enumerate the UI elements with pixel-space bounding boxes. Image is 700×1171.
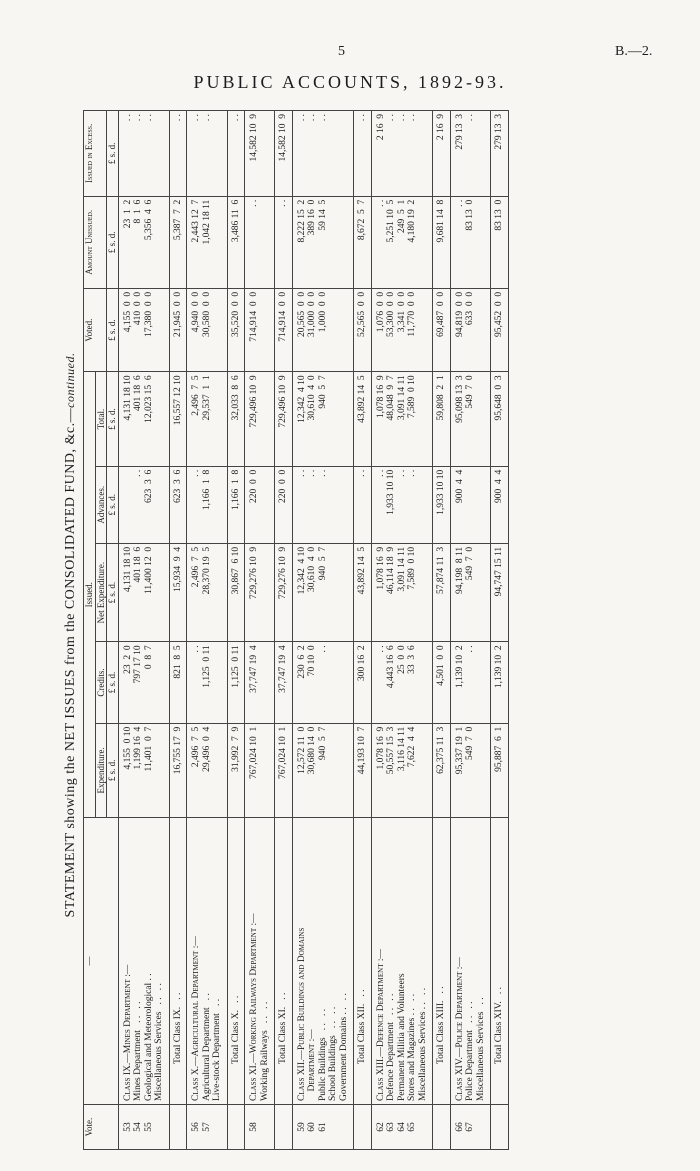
net-expenditure-total-cell: 94,747 15 11 xyxy=(491,543,509,642)
credits-total-cell: 1,125 0 11 xyxy=(227,642,245,723)
advances-cell: 220 0 0 xyxy=(245,466,275,543)
voted-total-cell: 21,945 0 0 xyxy=(169,288,187,372)
voted-cell: 4,155 0 0 410 0 0 17,380 0 0 xyxy=(118,288,169,372)
excess-total-cell: 14,582 10 9 xyxy=(275,111,293,197)
vote-numbers: 66 67 xyxy=(450,1105,491,1150)
col-credits: Credits. xyxy=(95,642,107,723)
expenditure-cell: 4,155 0 10 1,199 16 4 11,401 0 7 xyxy=(118,723,169,817)
class-block-row xyxy=(292,111,354,1150)
col-voted: Voted. xyxy=(84,288,107,372)
class-total-label: Total Class XIII. . . xyxy=(433,817,451,1104)
class-total-label: Total Class XII. . . xyxy=(354,817,372,1104)
voted-cell: 20,565 0 0 31,000 0 0 1,000 0 0 xyxy=(292,288,354,372)
credits-cell: . . 1,125 0 11 xyxy=(187,642,228,723)
col-group-issued: Issued. xyxy=(84,372,96,818)
unissued-cell: 8,222 15 2 389 16 0 59 14 5 xyxy=(292,196,354,288)
expenditure-cell: 12,572 11 0 30,680 14 0 940 5 7 xyxy=(292,723,354,817)
advances-total-cell: . . xyxy=(354,466,372,543)
excess-cell: 14,582 10 9 xyxy=(245,111,275,197)
advances-total-cell: 900 4 4 xyxy=(491,466,509,543)
units-label: £ s. d. xyxy=(107,372,119,466)
class-total-row xyxy=(354,111,372,1150)
excess-cell: . . . . . . xyxy=(292,111,354,197)
page-title: PUBLIC ACCOUNTS, 1892-93. xyxy=(193,72,507,92)
col-excess: Issued in Excess. xyxy=(84,111,107,197)
credits-cell: 230 6 2 70 10 0 . . xyxy=(292,642,354,723)
document-reference: B.—2. xyxy=(615,44,653,59)
class-total-label: Total Class XI. . . xyxy=(275,817,293,1104)
net-expenditure-cell: 2,496 7 5 28,370 19 5 xyxy=(187,543,228,642)
col-total: Total. xyxy=(95,372,107,466)
expenditure-total-cell: 31,992 7 9 xyxy=(227,723,245,817)
unissued-total-cell: 8,672 5 7 xyxy=(354,196,372,288)
class-heading: Class X.—Agricultural Department :— xyxy=(191,936,201,1102)
total-cell: 729,496 10 9 xyxy=(245,372,275,466)
credits-total-cell: 37,747 19 4 xyxy=(275,642,293,723)
expenditure-cell: 1,078 16 9 50,557 15 3 3,116 14 11 7,622 4 4 xyxy=(371,723,433,817)
class-block-row xyxy=(450,111,491,1150)
net-expenditure-cell: 729,276 10 9 xyxy=(245,543,275,642)
unissued-total-cell: 3,486 11 6 xyxy=(227,196,245,288)
units-label: £ s. d. xyxy=(107,288,119,372)
excess-total-cell: . . xyxy=(169,111,187,197)
units-label: £ s. d. xyxy=(107,642,119,723)
class-total-row xyxy=(227,111,245,1150)
class-heading: Class IX.—Mines Department :— xyxy=(122,964,133,1102)
net-expenditure-total-cell: 57,874 11 3 xyxy=(433,543,451,642)
service-cell xyxy=(371,817,433,1104)
col-net-expenditure: Net Expenditure. xyxy=(95,543,107,642)
credits-total-cell: 1,139 10 2 xyxy=(491,642,509,723)
advances-cell: . . 1,166 1 8 xyxy=(187,466,228,543)
voted-total-cell: 35,520 0 0 xyxy=(227,288,245,372)
vote-numbers: 58 xyxy=(245,1105,275,1150)
net-expenditure-cell: 12,342 4 10 30,610 4 0 940 5 7 xyxy=(292,543,354,642)
rotated-statement-sheet xyxy=(63,110,695,1160)
class-total-row xyxy=(169,111,187,1150)
total-cell: 1,078 16 9 48,048 9 7 3,091 14 11 7,589 0 10 xyxy=(371,372,433,466)
units-label: £ s. d. xyxy=(107,723,119,817)
credits-cell: 1,139 10 2 . . xyxy=(450,642,491,723)
unissued-cell: . . 83 13 0 xyxy=(450,196,491,288)
net-expenditure-cell: 1,078 16 9 46,114 18 9 3,091 14 11 7,589 0 10 xyxy=(371,543,433,642)
expenditure-cell: 767,024 10 1 xyxy=(245,723,275,817)
expenditure-total-cell: 16,755 17 9 xyxy=(169,723,187,817)
total-cell: 2,496 7 5 29,537 1 1 xyxy=(187,372,228,466)
credits-cell: 23 2 0 797 17 10 0 8 7 xyxy=(118,642,169,723)
advances-total-cell: 220 0 0 xyxy=(275,466,293,543)
col-expenditure: Expenditure. xyxy=(95,723,107,817)
service-cell xyxy=(187,817,228,1104)
advances-total-cell: 1,166 1 8 xyxy=(227,466,245,543)
advances-total-cell: 623 3 6 xyxy=(169,466,187,543)
voted-total-cell: 714,914 0 0 xyxy=(275,288,293,372)
class-total-label: Total Class IX. . . xyxy=(169,817,187,1104)
voted-total-cell: 95,452 0 0 xyxy=(491,288,509,372)
caption-text: STATEMENT showing the NET ISSUES from the CONSOLIDATED FUND, &c.— xyxy=(63,407,78,918)
net-expenditure-total-cell: 43,892 14 5 xyxy=(354,543,372,642)
service-cell xyxy=(292,817,354,1104)
col-vote: Vote. xyxy=(84,1105,119,1150)
excess-cell: . . . . xyxy=(187,111,228,197)
service-cell xyxy=(245,817,275,1104)
total-total-cell: 59,808 2 1 xyxy=(433,372,451,466)
units-label: £ s. d. xyxy=(107,111,119,197)
total-total-cell: 729,496 10 9 xyxy=(275,372,293,466)
net-expenditure-total-cell: 30,867 6 10 xyxy=(227,543,245,642)
expenditure-total-cell: 62,375 11 3 xyxy=(433,723,451,817)
advances-cell: . . 1,933 10 10 . . . . xyxy=(371,466,433,543)
net-issues-table xyxy=(83,110,509,1150)
excess-cell: 2 16 9 . . . . . . xyxy=(371,111,433,197)
col-unissued: Amount Unissued. xyxy=(84,196,107,288)
class-heading: Class XIII.—Defence Department :— xyxy=(375,948,386,1102)
credits-cell: . . 4,443 16 6 25 0 0 33 3 6 xyxy=(371,642,433,723)
class-block-row xyxy=(245,111,275,1150)
class-heading: Class XII.—Public Buildings and Domains Department :— xyxy=(296,927,317,1102)
table-body xyxy=(118,111,508,1150)
service-cell xyxy=(118,817,169,1104)
units-label: £ s. d. xyxy=(107,543,119,642)
total-cell: 12,342 4 10 30,610 4 0 940 5 7 xyxy=(292,372,354,466)
class-total-label: Total Class XIV. . . xyxy=(491,817,509,1104)
total-cell: 95,098 13 3 549 7 0 xyxy=(450,372,491,466)
vote-numbers: 59 60 61 xyxy=(292,1105,354,1150)
vote-numbers: 53 54 55 xyxy=(118,1105,169,1150)
advances-cell: . . 623 3 6 xyxy=(118,466,169,543)
vote-spacer xyxy=(275,1105,293,1150)
excess-total-cell: . . xyxy=(354,111,372,197)
excess-total-cell: . . xyxy=(227,111,245,197)
service-names: Public Buildings . . . . School Buildings . . . . Government Domains . . . . xyxy=(317,993,349,1102)
service-names: Mines Department . . . . Geological and Meteorological . . Miscellaneous Services . . . . xyxy=(133,973,164,1102)
voted-total-cell: 52,565 0 0 xyxy=(354,288,372,372)
unissued-cell: . . xyxy=(245,196,275,288)
total-cell: 4,131 18 10 401 18 6 12,023 15 6 xyxy=(118,372,169,466)
unissued-total-cell: 83 13 0 xyxy=(491,196,509,288)
total-total-cell: 32,033 8 6 xyxy=(227,372,245,466)
units-label: £ s. d. xyxy=(107,196,119,288)
page-number: 5 xyxy=(338,44,345,59)
total-total-cell: 95,648 0 3 xyxy=(491,372,509,466)
service-names: Agricultural Department . . Live-stock Department . . xyxy=(201,993,222,1102)
col-advances: Advances. xyxy=(95,466,107,543)
voted-total-cell: 69,487 0 0 xyxy=(433,288,451,372)
net-expenditure-cell: 94,198 8 11 549 7 0 xyxy=(450,543,491,642)
net-expenditure-total-cell: 15,934 9 4 xyxy=(169,543,187,642)
vote-spacer xyxy=(491,1105,509,1150)
class-block-row xyxy=(118,111,169,1150)
vote-numbers: 62 63 64 65 xyxy=(371,1105,433,1150)
class-heading: Class XI.—Working Railways Department :— xyxy=(249,913,259,1102)
class-heading: Class XIV.—Police Department :— xyxy=(454,957,465,1102)
expenditure-total-cell: 767,024 10 1 xyxy=(275,723,293,817)
excess-total-cell: 2 16 9 xyxy=(433,111,451,197)
net-expenditure-total-cell: 729,276 10 9 xyxy=(275,543,293,642)
net-expenditure-cell: 4,131 18 10 401 18 6 11,400 12 0 xyxy=(118,543,169,642)
vote-numbers: 56 57 xyxy=(187,1105,228,1150)
caption-suffix: continued. xyxy=(63,352,77,408)
voted-cell: 4,940 0 0 30,580 0 0 xyxy=(187,288,228,372)
total-total-cell: 16,557 12 10 xyxy=(169,372,187,466)
unissued-total-cell: 9,681 14 8 xyxy=(433,196,451,288)
unissued-cell: . . 5,251 10 5 249 5 1 4,180 19 2 xyxy=(371,196,433,288)
col-service: — xyxy=(84,817,119,1104)
excess-total-cell: 279 13 3 xyxy=(491,111,509,197)
credits-total-cell: 4,501 0 0 xyxy=(433,642,451,723)
expenditure-cell: 2,496 7 5 29,496 0 4 xyxy=(187,723,228,817)
unissued-cell: 2,443 12 7 1,042 18 11 xyxy=(187,196,228,288)
class-block-row xyxy=(371,111,433,1150)
credits-cell: 37,747 19 4 xyxy=(245,642,275,723)
class-total-row xyxy=(433,111,451,1150)
total-total-cell: 43,892 14 5 xyxy=(354,372,372,466)
excess-cell: 279 13 3 . . xyxy=(450,111,491,197)
unissued-total-cell: . . xyxy=(275,196,293,288)
class-total-row xyxy=(491,111,509,1150)
service-names: Defence Department . . . . Permanent Militia and Volunteers Stores and Magazines . . . . Miscellaneous Services . . . . xyxy=(386,973,428,1102)
advances-cell: 900 4 4 xyxy=(450,466,491,543)
class-block-row xyxy=(187,111,228,1150)
units-label: £ s. d. xyxy=(107,466,119,543)
vote-spacer xyxy=(169,1105,187,1150)
unissued-cell: 23 1 2 8 1 6 5,356 4 6 xyxy=(118,196,169,288)
vote-spacer xyxy=(227,1105,245,1150)
service-names: Police Department . . . . Miscellaneous Services . . xyxy=(465,997,486,1102)
expenditure-cell: 95,337 19 1 549 7 0 xyxy=(450,723,491,817)
excess-cell: . . . . . . xyxy=(118,111,169,197)
vote-spacer xyxy=(433,1105,451,1150)
service-names: Working Railways . . . . xyxy=(259,1001,270,1102)
credits-total-cell: 821 8 5 xyxy=(169,642,187,723)
advances-cell: . . . . . . xyxy=(292,466,354,543)
service-cell xyxy=(450,817,491,1104)
expenditure-total-cell: 44,193 10 7 xyxy=(354,723,372,817)
class-total-label: Total Class X. . . xyxy=(227,817,245,1104)
advances-total-cell: 1,933 10 10 xyxy=(433,466,451,543)
credits-total-cell: 300 16 2 xyxy=(354,642,372,723)
statement-caption xyxy=(63,110,79,1160)
voted-cell: 714,914 0 0 xyxy=(245,288,275,372)
class-total-row xyxy=(275,111,293,1150)
voted-cell: 1,076 0 0 53,300 0 0 3,341 0 0 11,770 0 0 xyxy=(371,288,433,372)
expenditure-total-cell: 95,887 6 1 xyxy=(491,723,509,817)
voted-cell: 94,819 0 0 633 0 0 xyxy=(450,288,491,372)
vote-spacer xyxy=(354,1105,372,1150)
unissued-total-cell: 5,387 7 2 xyxy=(169,196,187,288)
